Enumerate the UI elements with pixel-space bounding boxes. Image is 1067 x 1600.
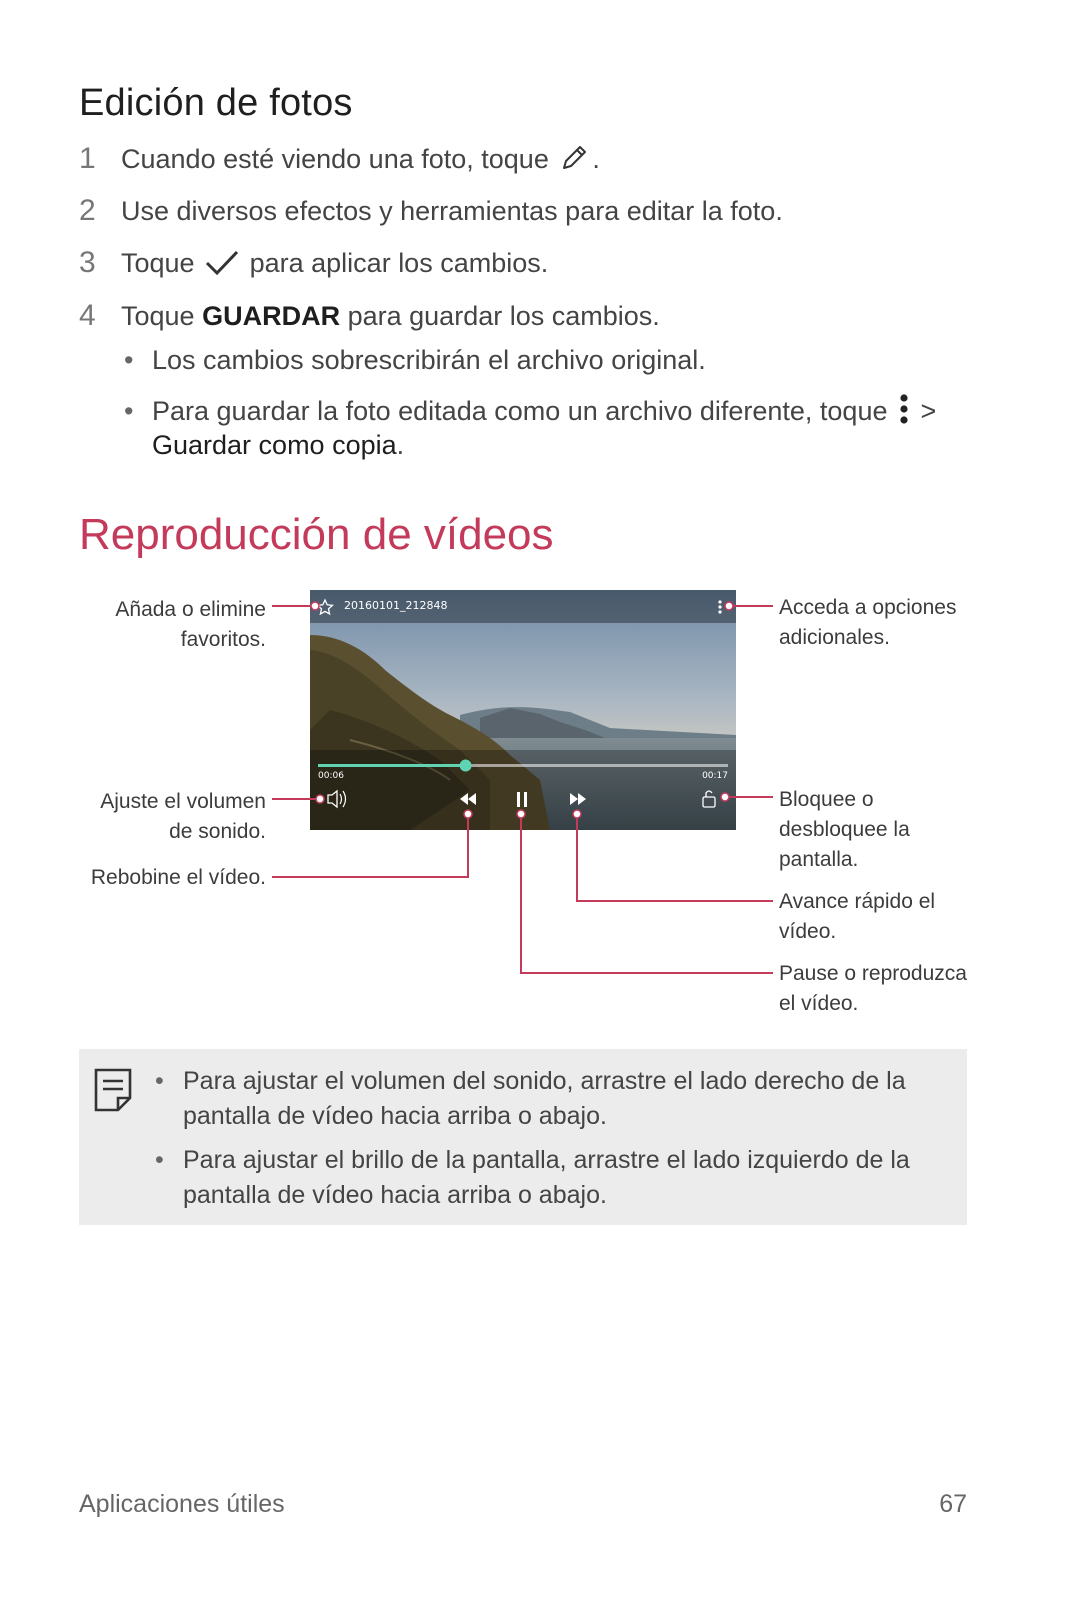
bullet-text: Para guardar la foto editada como un archivo diferente, toque — [152, 396, 888, 426]
note-text: Para ajustar el brillo de la pantalla, arrastre el lado izquierdo de la pantalla de vídeo hacia arriba o abajo. — [183, 1146, 910, 1209]
step-text-end: para aplicar los cambios. — [249, 248, 549, 278]
callout-rewind: Rebobine el vídeo. — [90, 866, 266, 889]
step-number: 4 — [79, 299, 96, 332]
step-text: Cuando esté viendo una foto, toque — [121, 144, 549, 174]
footer-section: Aplicaciones útiles — [79, 1490, 285, 1518]
time-total: 00:17 — [702, 771, 728, 781]
step-number: 1 — [79, 142, 96, 175]
step-number: 3 — [79, 246, 96, 279]
bullet-dot: • — [155, 1067, 164, 1095]
video-section-title: Reproducción de vídeos — [79, 510, 554, 559]
callout-options: Acceda a opciones adicionales. — [779, 596, 957, 649]
step-text: Use diversos efectos y herramientas para editar la foto. — [121, 196, 783, 226]
video-filename: 20160101_212848 — [344, 599, 448, 612]
callout-volume: Ajuste el volumen de sonido. — [100, 790, 266, 843]
callout-fast-forward: Avance rápido el vídeo. — [779, 890, 936, 943]
bullet-dot: • — [155, 1146, 164, 1174]
step-text: Toque — [121, 301, 195, 331]
guardar-copia-label: Guardar como copia — [152, 430, 397, 460]
bullet-dot: • — [124, 345, 134, 375]
step-text-end: . — [592, 144, 600, 174]
menu-separator: > — [920, 396, 937, 426]
note-text: Para ajustar el volumen del sonido, arrastre el lado derecho de la pantalla de vídeo hacia arriba o abajo. — [183, 1067, 906, 1130]
step-text-end: para guardar los cambios. — [347, 301, 660, 331]
callout-pause: Pause o reproduzca el vídeo. — [779, 962, 967, 1015]
section-title: Edición de fotos — [79, 82, 353, 124]
time-elapsed: 00:06 — [318, 771, 344, 781]
step-text: Toque — [121, 248, 195, 278]
note-item-2 — [155, 1143, 923, 1213]
guardar-label: GUARDAR — [202, 301, 341, 331]
callout-favorites: Añada o elimine favoritos. — [115, 598, 266, 651]
bullet-text: Los cambios sobrescribirán el archivo original. — [152, 345, 706, 375]
note-icon — [93, 1067, 133, 1118]
callout-lock: Bloquee o desbloquee la pantalla. — [779, 788, 910, 871]
page-number: 67 — [939, 1490, 967, 1518]
note-item-1 — [155, 1064, 923, 1134]
step-number: 2 — [79, 194, 96, 227]
bullet-text-end: . — [396, 430, 405, 460]
note-box — [79, 1049, 967, 1225]
bullet-dot: • — [124, 396, 134, 426]
